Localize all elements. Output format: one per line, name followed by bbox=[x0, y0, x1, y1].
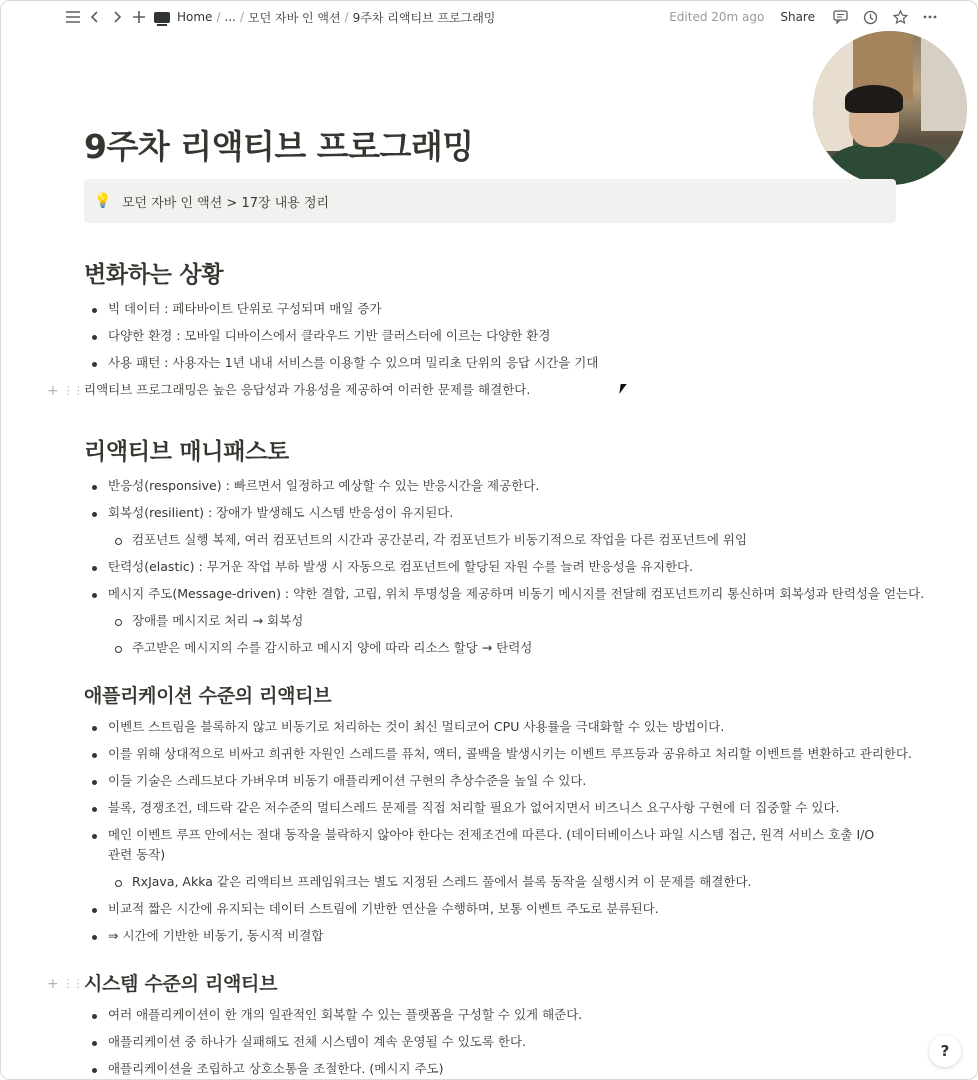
breadcrumb bbox=[154, 9, 497, 26]
list-item[interactable]: 이를 위해 상대적으로 비싸고 희귀한 자원인 스레드를 퓨처, 액터, 콜백을 발생시키는 이벤트 루프등과 공유하고 처리할 이벤트를 변환하고 관리한다. bbox=[84, 741, 896, 768]
breadcrumb-separator: / bbox=[239, 10, 244, 24]
list-item[interactable]: 메시지 주도(Message-driven) : 약한 결합, 고립, 위치 투명성을 제공하며 비동기 메시지를 전달해 컴포넌트끼리 통신하며 회복성과 탄력성을 얻는다. bbox=[84, 581, 896, 608]
heading-text: 시스템 수준의 리액티브 bbox=[84, 973, 278, 995]
list-item[interactable]: 회복성(resilient) : 장애가 발생해도 시스템 반응성이 유지된다. bbox=[84, 500, 896, 527]
forward-arrow-icon[interactable] bbox=[106, 6, 128, 28]
comment-icon[interactable] bbox=[829, 6, 851, 28]
sub-list-item[interactable]: RxJava, Akka 같은 리액티브 프레임워크는 별도 지정된 스레드 풀에서 블록 동작을 실행시켜 이 문제를 해결한다. bbox=[84, 869, 896, 896]
list-item[interactable]: 비교적 짧은 시간에 유지되는 데이터 스트림에 기반한 연산을 수행하며, 보통 이벤트 주도로 분류된다. bbox=[84, 896, 896, 923]
list-item[interactable]: 반응성(responsive) : 빠르면서 일정하고 예상할 수 있는 반응시간을 제공한다. bbox=[84, 473, 896, 500]
paragraph-text: 리액티브 프로그래밍은 높은 응답성과 가용성을 제공하여 이러한 문제를 해결한다. bbox=[84, 382, 531, 397]
heading-system-level-reactive[interactable] bbox=[47, 966, 896, 1002]
add-block-icon[interactable]: + bbox=[47, 382, 59, 399]
new-page-plus-icon[interactable] bbox=[128, 6, 150, 28]
heading-changing-situation[interactable]: 변화하는 상황 bbox=[84, 262, 224, 288]
page-title[interactable]: 9주차 리액티브 프로그래밍 bbox=[84, 127, 474, 166]
history-clock-icon[interactable] bbox=[859, 6, 881, 28]
list-item[interactable]: 빅 데이터 : 페타바이트 단위로 구성되며 매일 증가 bbox=[84, 296, 896, 323]
drag-handle-icon[interactable]: ⋮⋮ bbox=[62, 977, 83, 990]
share-button[interactable]: Share bbox=[780, 10, 815, 24]
callout-text: 모던 자바 인 액션 > 17장 내용 정리 bbox=[122, 195, 330, 211]
help-button[interactable]: ? bbox=[929, 1035, 961, 1067]
list-item[interactable]: 사용 패턴 : 사용자는 1년 내내 서비스를 이용할 수 있으며 밀리초 단위의 응답 시간을 기대 bbox=[84, 350, 896, 377]
list-item[interactable]: 애플리케이션 중 하나가 실패해도 전체 시스템이 계속 운영될 수 있도록 한다. bbox=[84, 1029, 896, 1056]
list-item[interactable]: 이벤트 스트림을 블록하지 않고 비동기로 처리하는 것이 최신 멀티코어 CPU 사용률을 극대화할 수 있는 방법이다. bbox=[84, 714, 896, 741]
paragraph-block[interactable] bbox=[47, 377, 896, 404]
sub-list-item[interactable]: 장애를 메시지로 처리 → 회복성 bbox=[84, 608, 896, 635]
add-block-icon[interactable]: + bbox=[47, 976, 59, 992]
block-handle[interactable] bbox=[47, 377, 83, 404]
list-item[interactable]: ⇒ 시간에 기반한 비동기, 동시적 비결합 bbox=[84, 923, 896, 950]
block-handle[interactable] bbox=[47, 966, 82, 1002]
page-content bbox=[47, 117, 925, 1080]
more-options-icon[interactable] bbox=[919, 6, 941, 28]
list-item[interactable]: 여러 애플리케이션이 한 개의 일관적인 회복할 수 있는 플랫폼을 구성할 수 있게 해준다. bbox=[84, 1002, 896, 1029]
list-item[interactable]: 애플리케이션을 조립하고 상호소통을 조절한다. (메시지 주도) bbox=[84, 1056, 896, 1080]
breadcrumb-current-page[interactable]: 9주차 리액티브 프로그래밍 bbox=[352, 10, 496, 25]
list-item[interactable]: 탄력성(elastic) : 무거운 작업 부하 발생 시 자동으로 컴포넌트에 할당된 자원 수를 늘려 반응성을 유지한다. bbox=[84, 554, 896, 581]
nav-controls bbox=[62, 6, 497, 28]
favorite-star-icon[interactable] bbox=[889, 6, 911, 28]
sub-list-item[interactable]: 주고받은 메시지의 수를 감시하고 메시지 양에 따라 리소스 할당 → 탄력성 bbox=[84, 635, 896, 662]
lightbulb-icon: 💡 bbox=[94, 193, 112, 209]
drag-handle-icon[interactable]: ⋮⋮ bbox=[62, 383, 83, 397]
heading-reactive-manifesto[interactable]: 리액티브 매니패스토 bbox=[84, 439, 289, 465]
workspace-icon bbox=[154, 12, 170, 23]
top-bar-actions bbox=[669, 1, 941, 33]
sidebar-menu-icon[interactable] bbox=[62, 6, 84, 28]
breadcrumb-ellipsis[interactable]: ... bbox=[224, 10, 236, 24]
edited-timestamp: Edited 20m ago bbox=[669, 10, 765, 24]
list-item[interactable]: 블록, 경쟁조건, 데드락 같은 저수준의 멀티스레드 문제를 직접 처리할 필요가 없어지면서 비즈니스 요구사항 구현에 더 집중할 수 있다. bbox=[84, 795, 896, 822]
back-arrow-icon[interactable] bbox=[84, 6, 106, 28]
breadcrumb-separator: / bbox=[216, 10, 221, 24]
breadcrumb-parent-page[interactable]: 모던 자바 인 액션 bbox=[247, 10, 341, 25]
list-item[interactable]: 이들 기술은 스레드보다 가벼우며 비동기 애플리케이션 구현의 추상수준을 높일 수 있다. bbox=[84, 768, 896, 795]
list-item[interactable]: 다양한 환경 : 모바일 디바이스에서 클라우드 기반 클러스터에 이르는 다양한 환경 bbox=[84, 323, 896, 350]
callout-block[interactable] bbox=[84, 179, 896, 223]
sub-list-item[interactable]: 컴포넌트 실행 복제, 여러 컴포넌트의 시간과 공간분리, 각 컴포넌트가 비동기적으로 작업을 다른 컴포넌트에 위임 bbox=[84, 527, 896, 554]
breadcrumb-separator: / bbox=[344, 10, 349, 24]
breadcrumb-home[interactable]: Home bbox=[177, 10, 213, 24]
list-item[interactable]: 메인 이벤트 루프 안에서는 절대 동작을 블락하지 않아야 한다는 전제조건에 따른다. (데이터베이스나 파일 시스템 접근, 원격 서비스 호출 I/O 관련 동작) bbox=[84, 822, 896, 869]
top-bar bbox=[1, 1, 977, 33]
heading-application-level-reactive[interactable]: 애플리케이션 수준의 리액티브 bbox=[84, 685, 332, 707]
